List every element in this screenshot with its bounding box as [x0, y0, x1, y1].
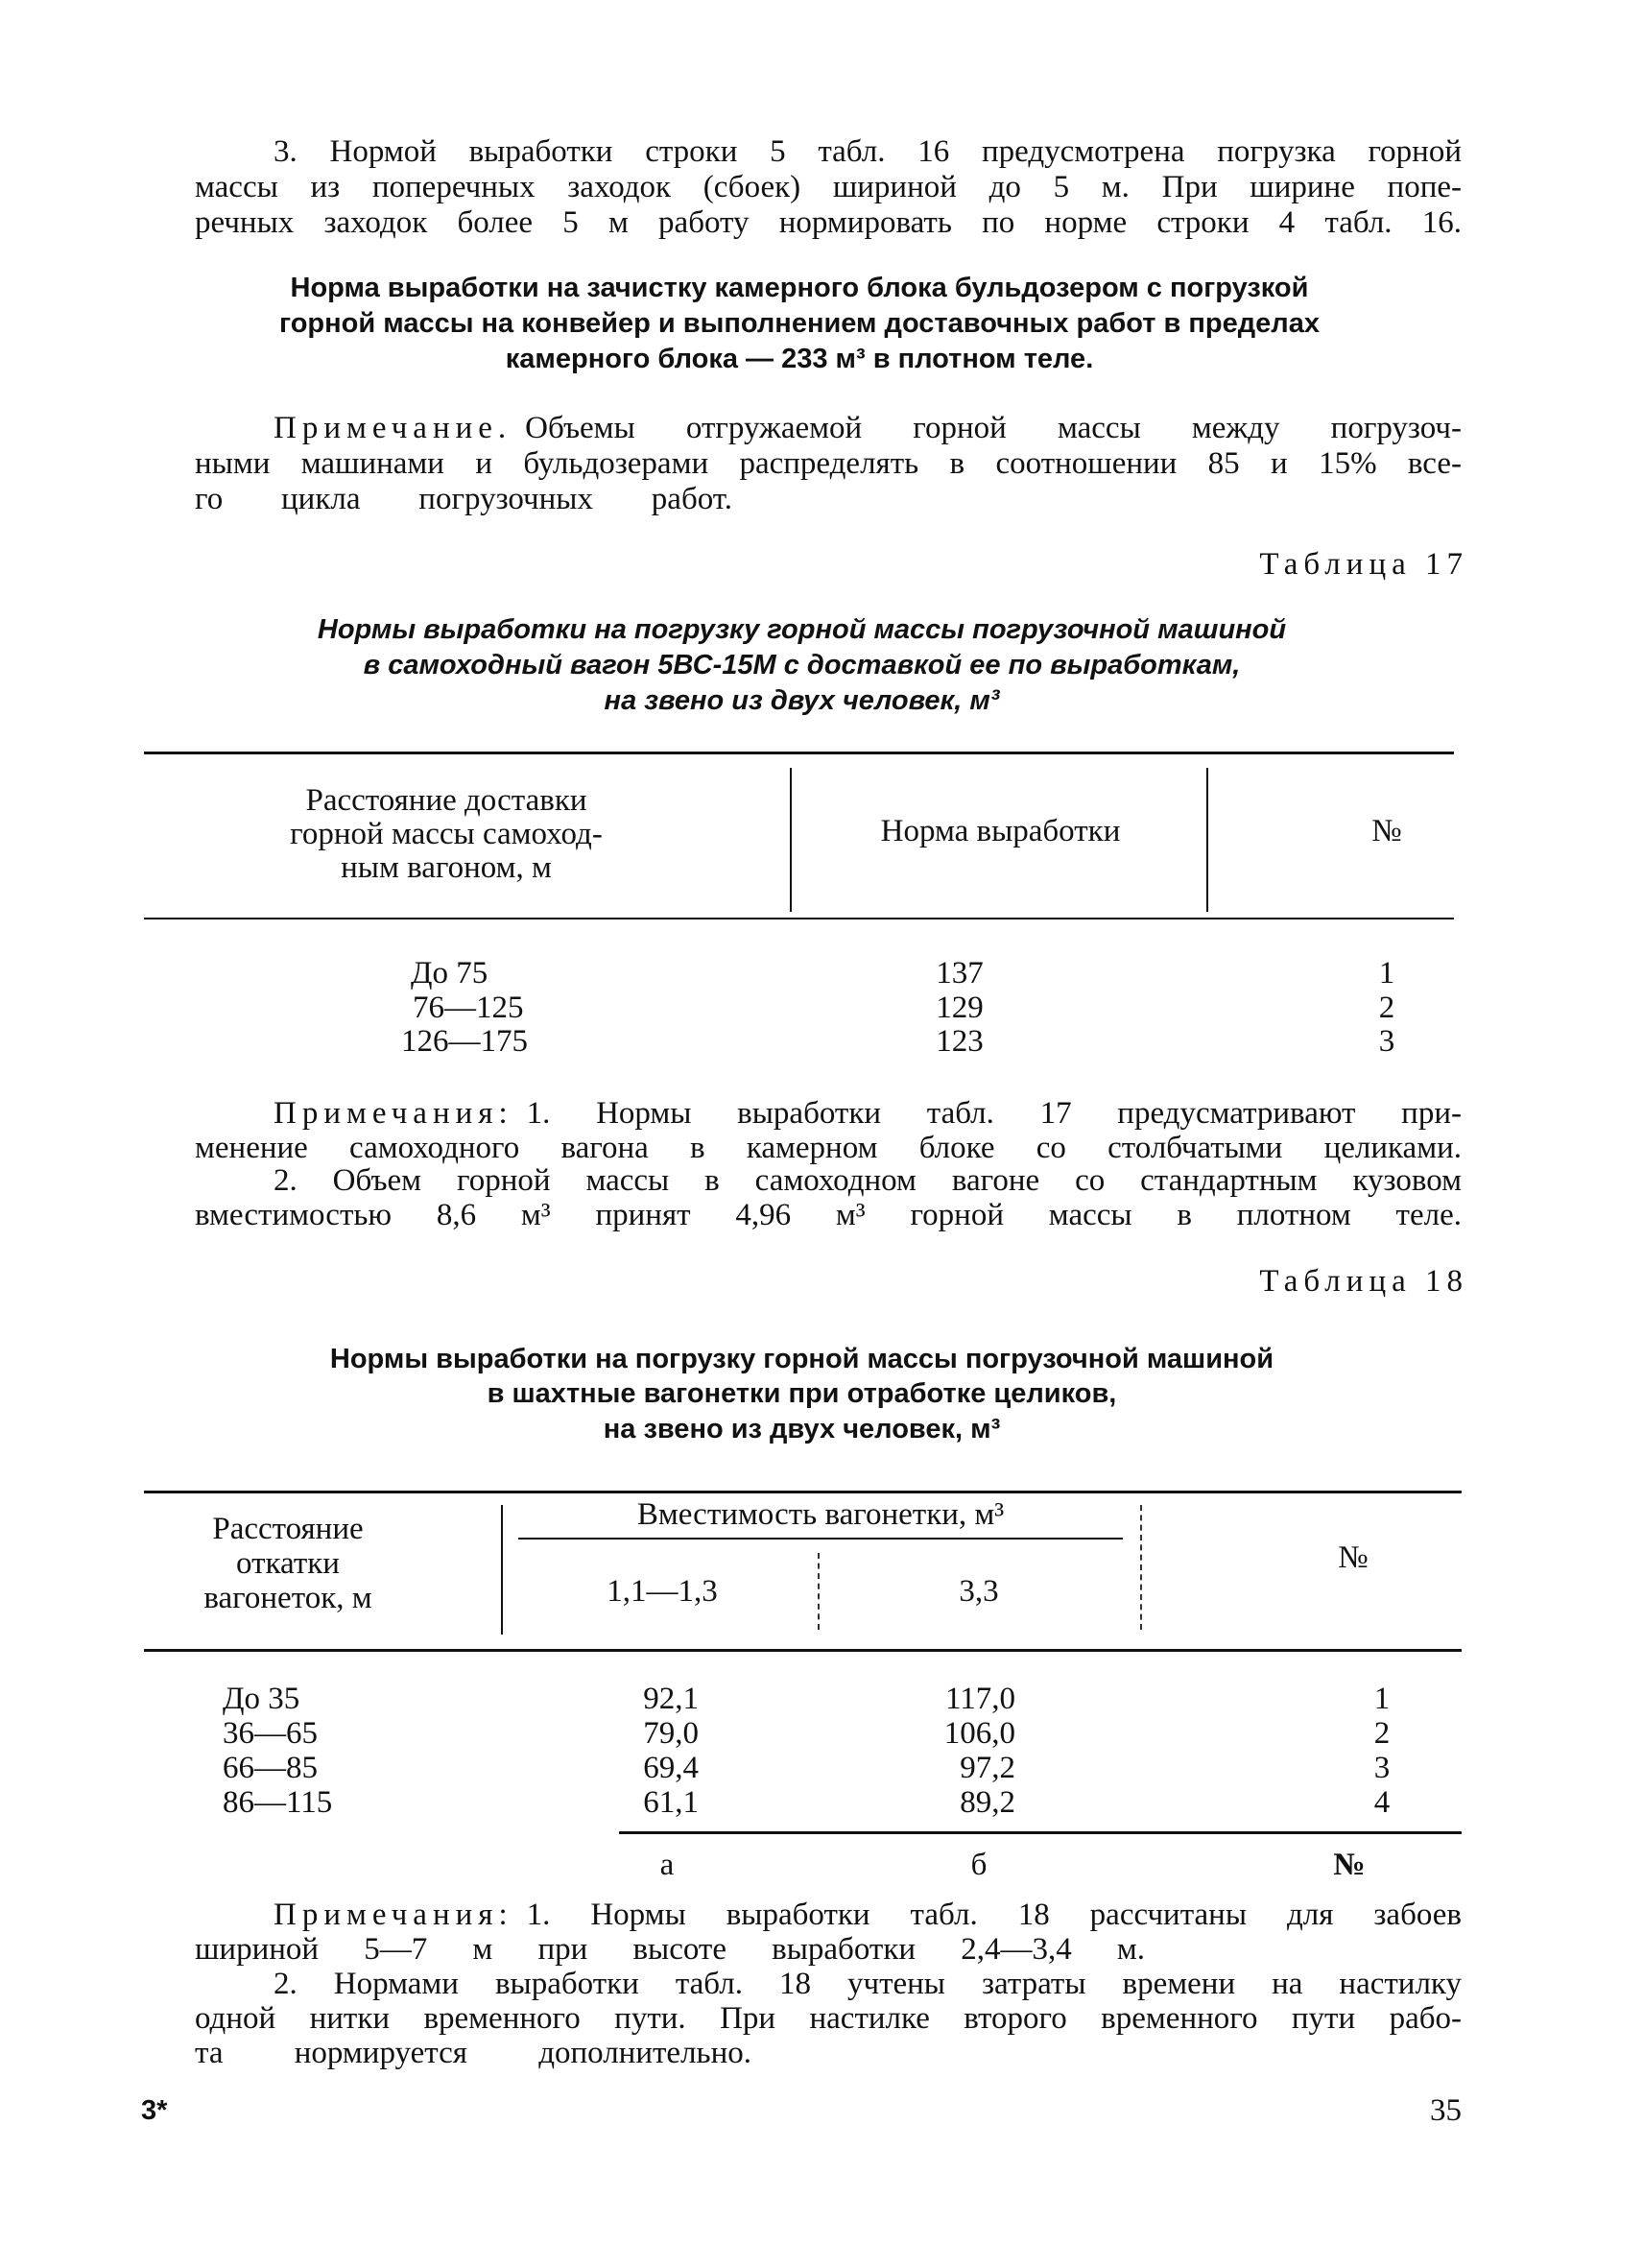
column-divider — [1206, 768, 1208, 912]
column-letter-b: б — [970, 1848, 988, 1882]
text-line: ными машинами и бульдозерами распределять в соотношении 85 и 15% все- — [195, 446, 1462, 481]
text-line: го цикла погрузочных работ. — [195, 482, 732, 516]
cell-number: 3 — [1378, 1024, 1395, 1059]
header-line: Расстояние — [212, 1512, 364, 1546]
table-rule — [518, 1538, 1123, 1540]
header-capacity-b: 3,3 — [959, 1574, 999, 1609]
cell-number: 4 — [1373, 1785, 1391, 1820]
cell-norm: 137 — [936, 956, 984, 991]
cell-distance: 66—85 — [223, 1751, 318, 1785]
column-letter-number: № — [1333, 1848, 1366, 1882]
cell-number: 1 — [1373, 1682, 1391, 1716]
notes-label: Примечания: — [274, 1096, 513, 1131]
header-line: ным вагоном, м — [341, 850, 552, 885]
text-line: 3. Нормой выработки строки 5 табл. 16 предусмотрена погрузка горной — [274, 134, 1462, 169]
heading-line: Норма выработки на зачистку камерного блока бульдозером с погрузкой — [290, 273, 1309, 303]
table-rule — [144, 1491, 1462, 1493]
cell-number: 2 — [1373, 1716, 1391, 1751]
text-line: речных заходок более 5 м работу нормировать по норме строки 4 табл. 16. — [195, 205, 1462, 240]
table-rule — [144, 752, 1454, 754]
cell-capacity-b: 89,2 — [960, 1785, 1015, 1820]
table-rule — [144, 918, 1454, 919]
header-number: № — [1371, 814, 1402, 848]
page-number: 35 — [1430, 2093, 1462, 2128]
text-line: та нормируется дополнительно. — [195, 2036, 751, 2070]
title-line: в самоходный вагон 5ВС-15М с доставкой ее по выработкам, — [363, 650, 1241, 680]
cell-capacity-a: 92,1 — [643, 1682, 699, 1716]
column-letter-a: а — [659, 1848, 675, 1882]
note-label: Примечание. — [274, 411, 512, 445]
text-line: вместимостью 8,6 м³ принят 4,96 м³ горной массы в плотном теле. — [195, 1198, 1462, 1232]
text-line: одной нитки временного пути. При настилке второго временного пути рабо- — [195, 2001, 1462, 2036]
text-line: 1. Нормы выработки табл. 18 рассчитаны для забоев — [526, 1898, 1462, 1932]
column-divider — [790, 768, 792, 912]
text-line: 2. Объем горной массы в самоходном вагоне со стандартным кузовом — [274, 1163, 1462, 1198]
text-line: менение самоходного вагона в камерном блоке со столбчатыми целиками. — [195, 1131, 1462, 1165]
table-rule — [619, 1831, 1462, 1834]
notes-label: Примечания: — [274, 1898, 513, 1932]
cell-distance: 86—115 — [223, 1785, 333, 1820]
header-distance — [192, 784, 701, 885]
cell-distance: 36—65 — [223, 1716, 318, 1751]
column-divider — [1140, 1505, 1142, 1630]
header-number: № — [1338, 1540, 1369, 1575]
cell-capacity-a: 79,0 — [643, 1716, 699, 1751]
cell-capacity-b: 106,0 — [943, 1716, 1015, 1751]
cell-capacity-b: 117,0 — [944, 1682, 1015, 1716]
table-17-label: Таблица 17 — [1259, 547, 1468, 582]
header-capacity-a: 1,1—1,3 — [607, 1574, 718, 1609]
heading-line: горной массы на конвейер и выполнением доставочных работ в пределах — [279, 308, 1320, 339]
cell-distance: До 35 — [223, 1682, 300, 1716]
header-line: Расстояние доставки — [305, 783, 587, 818]
title-line: в шахтные вагонетки при отработке целиков, — [487, 1378, 1117, 1409]
cell-number: 2 — [1378, 991, 1395, 1025]
text-line: 1. Нормы выработки табл. 17 предусматривают при- — [526, 1096, 1462, 1131]
cell-distance: До 75 — [411, 956, 488, 991]
cell-number: 1 — [1378, 956, 1395, 991]
title-line: на звено из двух человек, м³ — [603, 1414, 1001, 1444]
column-divider — [501, 1505, 503, 1635]
text-line: 2. Нормами выработки табл. 18 учтены затраты времени на настилку — [274, 1967, 1462, 2001]
text-line: Объемы отгружаемой горной массы между погрузоч- — [525, 411, 1462, 445]
table-rule — [144, 1649, 1462, 1652]
header-norm: Норма выработки — [880, 814, 1121, 848]
cell-capacity-a: 69,4 — [643, 1751, 699, 1785]
title-line: на звено из двух человек, м³ — [604, 685, 1000, 716]
cell-capacity-b: 97,2 — [960, 1751, 1015, 1785]
cell-number: 3 — [1373, 1751, 1391, 1785]
header-line: горной массы самоход- — [290, 817, 603, 851]
title-line: Нормы выработки на погрузку горной массы погрузочной машиной — [329, 1344, 1274, 1374]
signature-mark: 3* — [141, 2095, 168, 2126]
heading-line: камерного блока — 233 м³ в плотном теле. — [505, 344, 1094, 374]
cell-capacity-a: 61,1 — [643, 1785, 699, 1820]
cell-distance: 76—125 — [413, 991, 524, 1025]
cell-norm: 123 — [936, 1024, 984, 1059]
table-18-label: Таблица 18 — [1259, 1264, 1468, 1299]
header-capacity: Вместимость вагонетки, м³ — [636, 1497, 1005, 1532]
text-line: массы из поперечных заходок (сбоек) шириной до 5 м. При ширине попе- — [195, 170, 1462, 204]
column-divider — [818, 1553, 820, 1630]
cell-distance: 126—175 — [401, 1024, 528, 1059]
header-distance — [144, 1512, 432, 1615]
header-line: откатки — [236, 1546, 340, 1581]
title-line: Нормы выработки на погрузку горной массы погрузочной машиной — [317, 614, 1287, 645]
header-line: вагонеток, м — [203, 1581, 372, 1615]
text-line: шириной 5—7 м при высоте выработки 2,4—3,4 м. — [195, 1932, 1145, 1967]
cell-norm: 129 — [936, 991, 984, 1025]
